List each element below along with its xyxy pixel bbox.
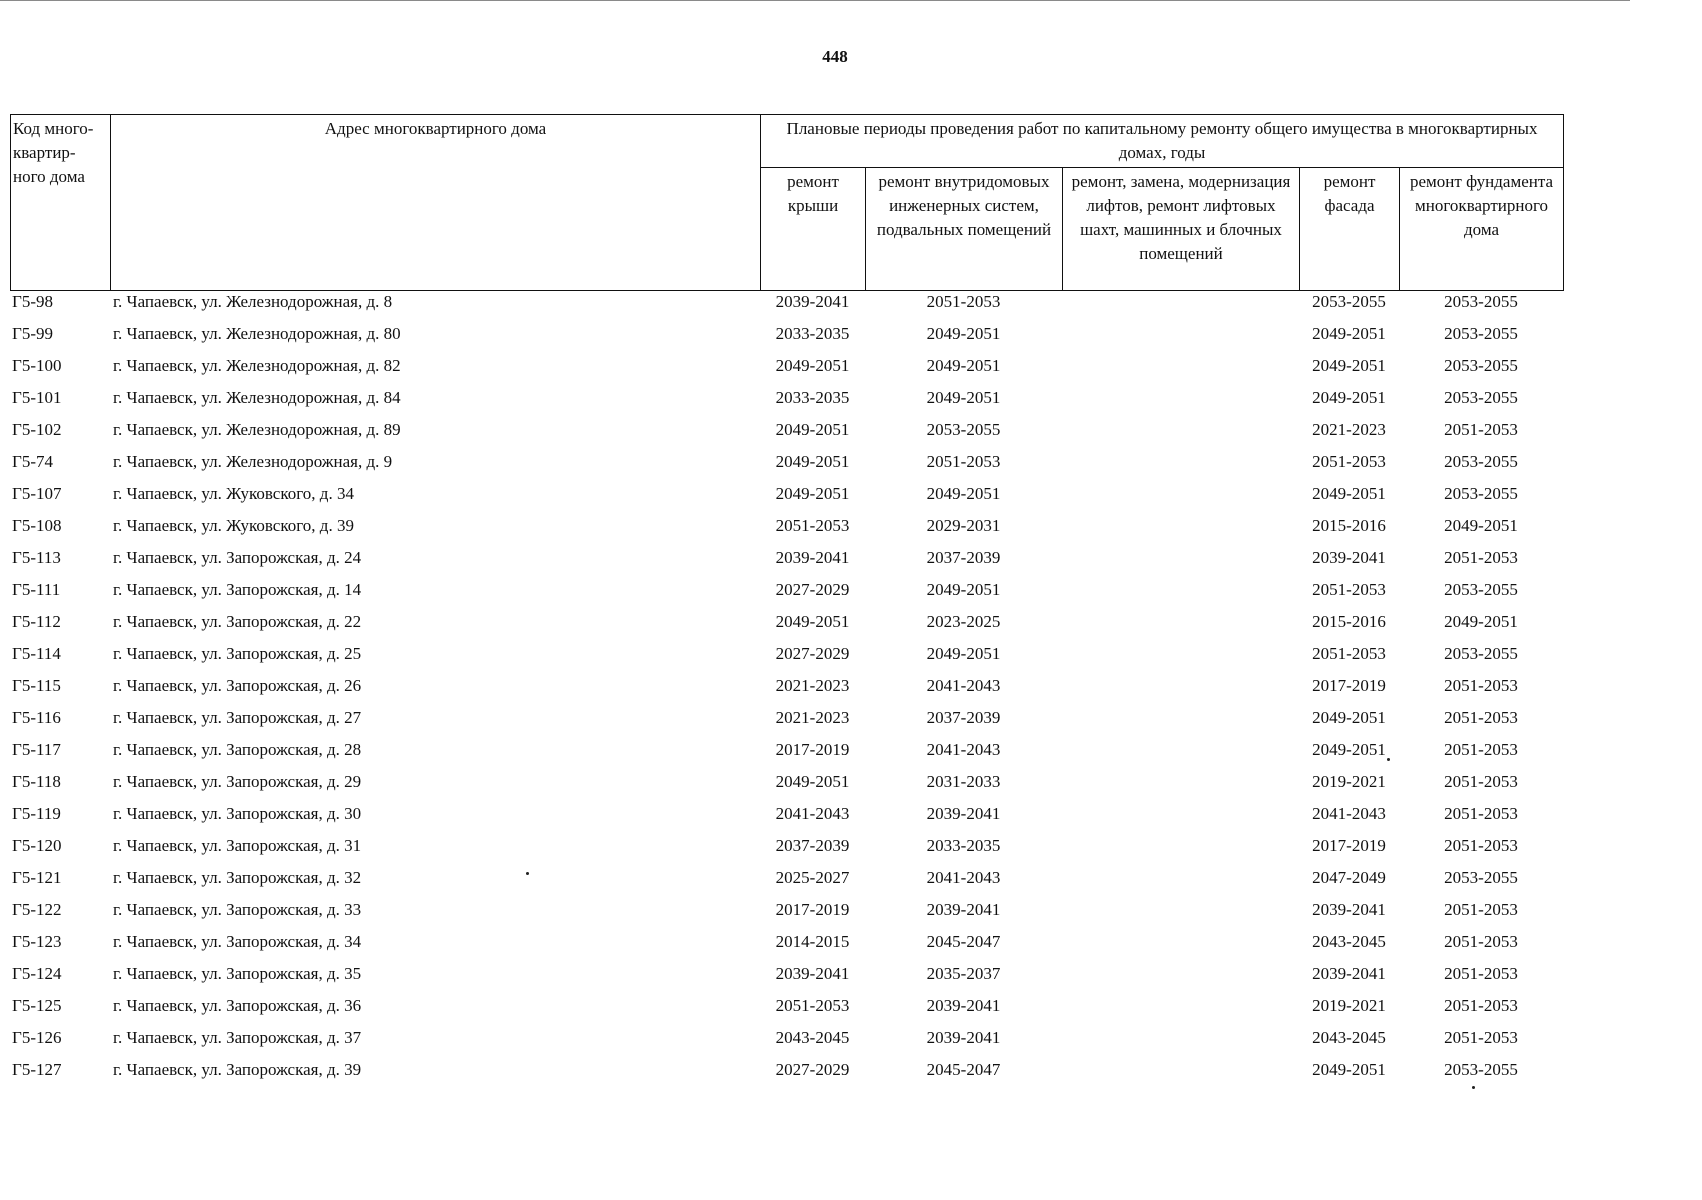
- cell-code: Г5-123: [12, 932, 62, 951]
- cell-address: г. Чапаевск, ул. Жуковского, д. 34: [113, 484, 354, 503]
- cell-facade: 2047-2049: [1312, 868, 1386, 887]
- cell-systems: 2039-2041: [926, 996, 1001, 1015]
- cell-systems: 2045-2047: [926, 1060, 1001, 1079]
- cell-roof: 2037-2039: [775, 836, 850, 855]
- cell-foundation: 2053-2055: [1444, 484, 1518, 503]
- cell-roof: 2043-2045: [775, 1028, 850, 1047]
- cell-foundation: 2051-2053: [1444, 836, 1518, 855]
- header-periods: Плановые периоды проведения работ по капитальному ремонту общего имущества в многоквартирных домах, годы: [761, 115, 1564, 168]
- cell-roof: 2049-2051: [775, 484, 850, 503]
- cell-foundation: 2053-2055: [1444, 324, 1518, 343]
- scan-border-line: [0, 0, 1630, 1]
- table-header: [10, 114, 1564, 291]
- table-row: [10, 670, 1563, 702]
- table-row: [10, 958, 1563, 990]
- cell-roof: 2017-2019: [775, 900, 850, 919]
- cell-elevators: [1062, 286, 1299, 318]
- cell-roof: 2014-2015: [775, 932, 850, 951]
- cell-facade: 2049-2051: [1312, 388, 1386, 407]
- cell-facade: 2049-2051: [1312, 740, 1386, 759]
- cell-foundation: 2053-2055: [1444, 644, 1518, 663]
- cell-elevators: [1062, 606, 1299, 638]
- cell-address: г. Чапаевск, ул. Запорожская, д. 36: [113, 996, 362, 1015]
- cell-code: Г5-117: [12, 740, 61, 759]
- cell-systems: 2039-2041: [926, 900, 1001, 919]
- cell-roof: 2049-2051: [775, 452, 850, 471]
- cell-foundation: 2053-2055: [1444, 1060, 1518, 1079]
- cell-facade: 2043-2045: [1312, 932, 1386, 951]
- header-code: Код много-квартир-ного дома: [11, 115, 111, 291]
- cell-systems: 2037-2039: [926, 708, 1001, 727]
- cell-systems: 2051-2053: [926, 452, 1001, 471]
- cell-facade: 2049-2051: [1312, 484, 1386, 503]
- header-roof: ремонт крыши: [761, 168, 866, 291]
- cell-systems: 2023-2025: [926, 612, 1001, 631]
- cell-systems: 2031-2033: [926, 772, 1001, 791]
- table-row: [10, 286, 1563, 318]
- cell-code: Г5-98: [12, 292, 53, 311]
- cell-code: Г5-119: [12, 804, 61, 823]
- cell-address: г. Чапаевск, ул. Запорожская, д. 24: [113, 548, 362, 567]
- cell-code: Г5-112: [12, 612, 61, 631]
- table-row: [10, 606, 1563, 638]
- cell-facade: 2039-2041: [1312, 964, 1386, 983]
- cell-foundation: 2051-2053: [1444, 1028, 1518, 1047]
- table-row: [10, 766, 1563, 798]
- cell-address: г. Чапаевск, ул. Запорожская, д. 32: [113, 868, 362, 887]
- scan-speck: [1472, 1086, 1475, 1089]
- cell-elevators: [1062, 1054, 1299, 1086]
- cell-systems: 2035-2037: [926, 964, 1001, 983]
- cell-foundation: 2051-2053: [1444, 804, 1518, 823]
- cell-facade: 2051-2053: [1312, 580, 1386, 599]
- cell-elevators: [1062, 702, 1299, 734]
- cell-foundation: 2051-2053: [1444, 900, 1518, 919]
- cell-elevators: [1062, 510, 1299, 542]
- cell-facade: 2017-2019: [1312, 836, 1386, 855]
- cell-roof: 2039-2041: [775, 964, 850, 983]
- table-row: [10, 382, 1563, 414]
- cell-address: г. Чапаевск, ул. Запорожская, д. 26: [113, 676, 362, 695]
- cell-address: г. Чапаевск, ул. Железнодорожная, д. 82: [113, 356, 401, 375]
- scan-speck: [526, 872, 529, 875]
- cell-elevators: [1062, 446, 1299, 478]
- header-facade: ремонт фасада: [1300, 168, 1400, 291]
- cell-elevators: [1062, 734, 1299, 766]
- cell-foundation: 2051-2053: [1444, 740, 1518, 759]
- cell-systems: 2049-2051: [926, 324, 1001, 343]
- cell-facade: 2051-2053: [1312, 452, 1386, 471]
- cell-address: г. Чапаевск, ул. Железнодорожная, д. 80: [113, 324, 401, 343]
- cell-roof: 2033-2035: [775, 324, 850, 343]
- cell-systems: 2029-2031: [926, 516, 1001, 535]
- cell-address: г. Чапаевск, ул. Жуковского, д. 39: [113, 516, 354, 535]
- cell-roof: 2049-2051: [775, 772, 850, 791]
- cell-facade: 2049-2051: [1312, 324, 1386, 343]
- cell-elevators: [1062, 766, 1299, 798]
- cell-facade: 2043-2045: [1312, 1028, 1386, 1047]
- cell-facade: 2041-2043: [1312, 804, 1386, 823]
- table-row: [10, 414, 1563, 446]
- cell-elevators: [1062, 990, 1299, 1022]
- cell-foundation: 2051-2053: [1444, 708, 1518, 727]
- cell-foundation: 2049-2051: [1444, 516, 1518, 535]
- cell-foundation: 2049-2051: [1444, 612, 1518, 631]
- table-row: [10, 830, 1563, 862]
- table-row: [10, 798, 1563, 830]
- cell-systems: 2051-2053: [926, 292, 1001, 311]
- table-row: [10, 1054, 1563, 1086]
- cell-elevators: [1062, 350, 1299, 382]
- table-row: [10, 734, 1563, 766]
- cell-facade: 2019-2021: [1312, 996, 1386, 1015]
- cell-facade: 2051-2053: [1312, 644, 1386, 663]
- cell-foundation: 2051-2053: [1444, 420, 1518, 439]
- cell-roof: 2027-2029: [775, 1060, 850, 1079]
- cell-address: г. Чапаевск, ул. Запорожская, д. 28: [113, 740, 362, 759]
- cell-code: Г5-122: [12, 900, 62, 919]
- table-row: [10, 1022, 1563, 1054]
- cell-address: г. Чапаевск, ул. Запорожская, д. 30: [113, 804, 362, 823]
- cell-code: Г5-111: [12, 580, 61, 599]
- cell-elevators: [1062, 542, 1299, 574]
- cell-systems: 2049-2051: [926, 580, 1001, 599]
- cell-roof: 2039-2041: [775, 548, 850, 567]
- cell-elevators: [1062, 830, 1299, 862]
- cell-foundation: 2051-2053: [1444, 772, 1518, 791]
- cell-elevators: [1062, 318, 1299, 350]
- table-row: [10, 894, 1563, 926]
- cell-systems: 2037-2039: [926, 548, 1001, 567]
- cell-code: Г5-101: [12, 388, 62, 407]
- table-row: [10, 702, 1563, 734]
- header-address: Адрес многоквартирного дома: [111, 115, 761, 291]
- cell-roof: 2049-2051: [775, 420, 850, 439]
- table-row: [10, 926, 1563, 958]
- cell-code: Г5-108: [12, 516, 62, 535]
- cell-roof: 2021-2023: [775, 708, 850, 727]
- cell-code: Г5-99: [12, 324, 53, 343]
- cell-roof: 2027-2029: [775, 644, 850, 663]
- cell-elevators: [1062, 958, 1299, 990]
- table-row: [10, 318, 1563, 350]
- header-systems: ремонт внутридомовых инженерных систем, подвальных помещений: [866, 168, 1063, 291]
- cell-address: г. Чапаевск, ул. Железнодорожная, д. 9: [113, 452, 393, 471]
- cell-facade: 2039-2041: [1312, 900, 1386, 919]
- cell-roof: 2033-2035: [775, 388, 850, 407]
- cell-foundation: 2053-2055: [1444, 388, 1518, 407]
- cell-address: г. Чапаевск, ул. Запорожская, д. 29: [113, 772, 362, 791]
- cell-address: г. Чапаевск, ул. Железнодорожная, д. 8: [113, 292, 393, 311]
- page-number: 448: [822, 47, 848, 66]
- cell-systems: 2039-2041: [926, 1028, 1001, 1047]
- cell-code: Г5-124: [12, 964, 62, 983]
- table-row: [10, 478, 1563, 510]
- cell-code: Г5-127: [12, 1060, 62, 1079]
- cell-code: Г5-116: [12, 708, 61, 727]
- cell-facade: 2049-2051: [1312, 708, 1386, 727]
- cell-address: г. Чапаевск, ул. Запорожская, д. 34: [113, 932, 362, 951]
- cell-foundation: 2053-2055: [1444, 580, 1518, 599]
- cell-code: Г5-121: [12, 868, 62, 887]
- cell-systems: 2049-2051: [926, 484, 1001, 503]
- cell-code: Г5-125: [12, 996, 62, 1015]
- cell-code: Г5-74: [12, 452, 53, 471]
- cell-roof: 2021-2023: [775, 676, 850, 695]
- cell-roof: 2041-2043: [775, 804, 850, 823]
- table-row: [10, 862, 1563, 894]
- cell-foundation: 2051-2053: [1444, 964, 1518, 983]
- cell-facade: 2021-2023: [1312, 420, 1386, 439]
- cell-systems: 2033-2035: [926, 836, 1001, 855]
- cell-systems: 2049-2051: [926, 644, 1001, 663]
- cell-systems: 2041-2043: [926, 676, 1001, 695]
- cell-systems: 2041-2043: [926, 740, 1001, 759]
- cell-code: Г5-115: [12, 676, 61, 695]
- cell-elevators: [1062, 862, 1299, 894]
- cell-code: Г5-114: [12, 644, 61, 663]
- cell-foundation: 2051-2053: [1444, 676, 1518, 695]
- cell-code: Г5-107: [12, 484, 62, 503]
- cell-elevators: [1062, 1022, 1299, 1054]
- cell-roof: 2049-2051: [775, 612, 850, 631]
- cell-foundation: 2051-2053: [1444, 548, 1518, 567]
- table-row: [10, 990, 1563, 1022]
- cell-facade: 2049-2051: [1312, 356, 1386, 375]
- cell-code: Г5-118: [12, 772, 61, 791]
- cell-systems: 2039-2041: [926, 804, 1001, 823]
- cell-elevators: [1062, 382, 1299, 414]
- table-row: [10, 510, 1563, 542]
- cell-address: г. Чапаевск, ул. Запорожская, д. 27: [113, 708, 362, 727]
- cell-address: г. Чапаевск, ул. Запорожская, д. 35: [113, 964, 362, 983]
- cell-code: Г5-113: [12, 548, 61, 567]
- table-body: [10, 286, 1563, 1086]
- cell-roof: 2017-2019: [775, 740, 850, 759]
- cell-foundation: 2053-2055: [1444, 292, 1518, 311]
- cell-foundation: 2051-2053: [1444, 932, 1518, 951]
- cell-roof: 2025-2027: [775, 868, 850, 887]
- cell-code: Г5-126: [12, 1028, 62, 1047]
- cell-address: г. Чапаевск, ул. Запорожская, д. 25: [113, 644, 362, 663]
- cell-elevators: [1062, 414, 1299, 446]
- table-row: [10, 574, 1563, 606]
- cell-code: Г5-120: [12, 836, 62, 855]
- cell-facade: 2053-2055: [1312, 292, 1386, 311]
- scan-speck: [1387, 758, 1390, 761]
- cell-foundation: 2053-2055: [1444, 868, 1518, 887]
- cell-address: г. Чапаевск, ул. Железнодорожная, д. 84: [113, 388, 401, 407]
- cell-address: г. Чапаевск, ул. Запорожская, д. 22: [113, 612, 362, 631]
- header-foundation: ремонт фундамента многоквартирного дома: [1400, 168, 1564, 291]
- cell-systems: 2053-2055: [926, 420, 1001, 439]
- cell-facade: 2015-2016: [1312, 516, 1386, 535]
- cell-foundation: 2051-2053: [1444, 996, 1518, 1015]
- cell-roof: 2027-2029: [775, 580, 850, 599]
- cell-elevators: [1062, 798, 1299, 830]
- cell-elevators: [1062, 670, 1299, 702]
- cell-systems: 2041-2043: [926, 868, 1001, 887]
- table-row: [10, 542, 1563, 574]
- cell-address: г. Чапаевск, ул. Запорожская, д. 33: [113, 900, 362, 919]
- cell-address: г. Чапаевск, ул. Запорожская, д. 39: [113, 1060, 362, 1079]
- cell-code: Г5-100: [12, 356, 62, 375]
- cell-address: г. Чапаевск, ул. Запорожская, д. 37: [113, 1028, 362, 1047]
- cell-address: г. Чапаевск, ул. Запорожская, д. 31: [113, 836, 362, 855]
- cell-elevators: [1062, 926, 1299, 958]
- cell-elevators: [1062, 478, 1299, 510]
- cell-roof: 2051-2053: [775, 996, 850, 1015]
- cell-systems: 2049-2051: [926, 388, 1001, 407]
- header-elevators: ремонт, замена, модернизация лифтов, ремонт лифтовых шахт, машинных и блочных помещений: [1063, 168, 1300, 291]
- cell-code: Г5-102: [12, 420, 62, 439]
- cell-facade: 2049-2051: [1312, 1060, 1386, 1079]
- cell-facade: 2019-2021: [1312, 772, 1386, 791]
- cell-systems: 2045-2047: [926, 932, 1001, 951]
- cell-foundation: 2053-2055: [1444, 452, 1518, 471]
- cell-address: г. Чапаевск, ул. Железнодорожная, д. 89: [113, 420, 401, 439]
- cell-elevators: [1062, 894, 1299, 926]
- table-row: [10, 446, 1563, 478]
- cell-roof: 2049-2051: [775, 356, 850, 375]
- table-row: [10, 638, 1563, 670]
- cell-elevators: [1062, 638, 1299, 670]
- table-row: [10, 350, 1563, 382]
- cell-foundation: 2053-2055: [1444, 356, 1518, 375]
- cell-roof: 2051-2053: [775, 516, 850, 535]
- cell-facade: 2017-2019: [1312, 676, 1386, 695]
- cell-elevators: [1062, 574, 1299, 606]
- cell-address: г. Чапаевск, ул. Запорожская, д. 14: [113, 580, 362, 599]
- cell-facade: 2015-2016: [1312, 612, 1386, 631]
- cell-roof: 2039-2041: [775, 292, 850, 311]
- cell-facade: 2039-2041: [1312, 548, 1386, 567]
- cell-systems: 2049-2051: [926, 356, 1001, 375]
